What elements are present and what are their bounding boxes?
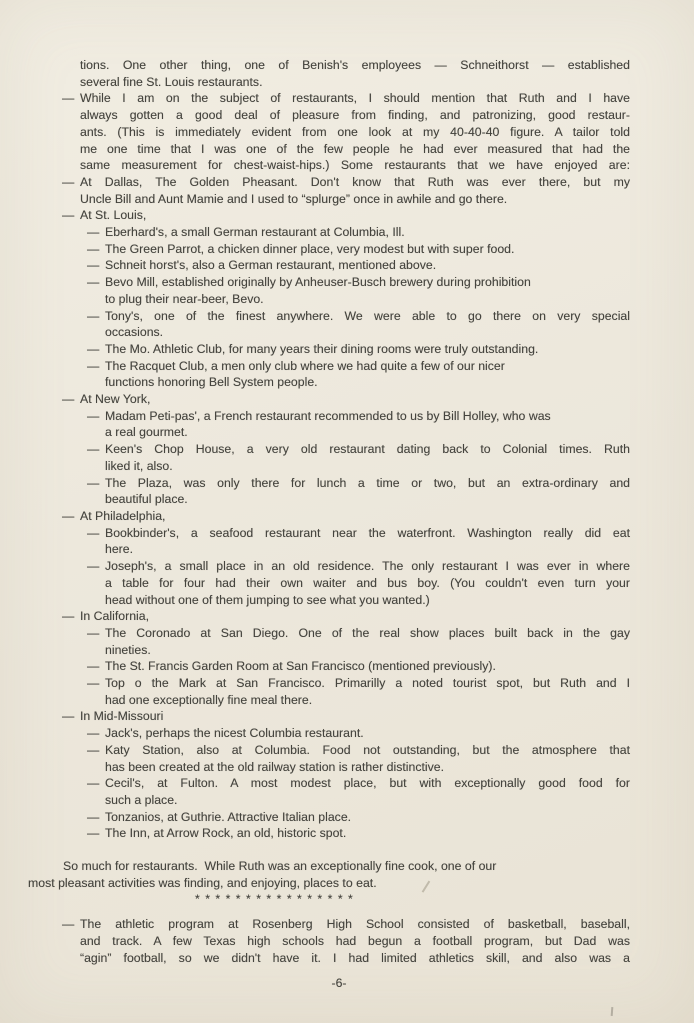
text-line: Keen's Chop House, a very old restaurant dating back to Colonial times. Ruth xyxy=(105,442,630,457)
bullet-dash: — xyxy=(62,208,75,223)
sub-bullet-item xyxy=(62,408,630,441)
text-line: In Mid-Missouri xyxy=(80,709,164,724)
sub-bullet-item xyxy=(62,625,630,658)
sub-bullet-item xyxy=(62,525,630,558)
sub-bullet-item xyxy=(62,558,630,608)
text-line: Jack's, perhaps the nicest Columbia restaurant. xyxy=(105,726,364,741)
text-line: At New York, xyxy=(80,392,151,407)
text-line: So much for restaurants. While Ruth was an exceptionally fine cook, one of our xyxy=(63,859,497,874)
bullet-dash: — xyxy=(87,475,100,490)
text-line: tions. One other thing, one of Benish's employees — Schneithorst — established xyxy=(80,58,630,72)
bullet-dash: — xyxy=(87,726,100,741)
text-line: While I am on the subject of restaurants, I should mention that Ruth and I have xyxy=(80,91,630,106)
bullet-dash: — xyxy=(87,525,100,540)
sub-bullet-item xyxy=(62,224,630,241)
bullet-dash: — xyxy=(62,609,75,624)
bullet-dash: — xyxy=(87,341,100,356)
text-line: The athletic program at Rosenberg High School consisted of basketball, baseball, xyxy=(80,917,630,932)
text-line: Schneit horst's, also a German restaurant, mentioned above. xyxy=(105,258,437,273)
text-line: most pleasant activities was finding, and enjoying, places to eat. xyxy=(28,875,377,890)
bullet-item xyxy=(62,508,630,525)
text-line: The Coronado at San Diego. One of the real show places built back in the gay xyxy=(105,625,630,640)
bullet-dash: — xyxy=(87,776,100,791)
bullet-dash: — xyxy=(87,408,100,423)
text-line: has been created at the old railway station is rather distinctive. xyxy=(105,759,445,774)
text-line: In California, xyxy=(80,609,150,624)
bullet-dash: — xyxy=(62,709,75,724)
bullet-dash: — xyxy=(87,308,100,323)
continued-paragraph xyxy=(62,57,630,90)
bullet-dash: — xyxy=(62,91,75,106)
sub-bullet-item xyxy=(62,475,630,508)
bullet-dash: — xyxy=(87,258,100,273)
text-line: several fine St. Louis restaurants. xyxy=(80,74,263,89)
bullet-dash: — xyxy=(87,826,100,841)
text-line: Cecil's, at Fulton. A most modest place, but with exceptionally good food for xyxy=(105,776,630,791)
bullet-dash: — xyxy=(62,174,75,189)
text-line: Madam Peti-pas', a French restaurant recommended to us by Bill Holley, who was xyxy=(105,408,551,423)
text-line: “agin” football, so we didn't have it. I had limited athletics skill, and also was a xyxy=(80,950,630,965)
bullet-dash: — xyxy=(87,559,100,574)
text-line: to plug their near-beer, Bevo. xyxy=(105,291,264,306)
bullet-item xyxy=(62,391,630,408)
bullet-item xyxy=(62,608,630,625)
text-line: occasions. xyxy=(105,325,164,340)
text-line: At Philadelphia, xyxy=(80,508,166,523)
bullet-dash: — xyxy=(87,241,100,256)
text-line: ants. (This is immediately evident from one look at my 40-40-40 figure. A tailor told xyxy=(80,124,630,139)
text-line: Katy Station, also at Columbia. Food not outstanding, but the atmosphere that xyxy=(105,742,630,757)
text-line: and track. A few Texas high schools had begun a football program, but Dad was xyxy=(80,934,630,949)
text-line: The Inn, at Arrow Rock, an old, historic spot. xyxy=(105,826,347,841)
text-line: Eberhard's, a small German restaurant at Columbia, Ill. xyxy=(105,225,405,240)
text-line: Joseph's, a small place in an old residence. The only restaurant I was ever in where xyxy=(105,559,630,574)
text-line: a real gourmet. xyxy=(105,425,188,440)
text-line: nineties. xyxy=(105,642,151,657)
text-line: always gotten a good deal of pleasure from finding, and patronizing, good restaur- xyxy=(80,108,630,123)
asterisk-separator xyxy=(62,892,630,906)
sub-bullet-item xyxy=(62,241,630,258)
sub-bullet-item xyxy=(62,809,630,826)
sub-bullet-item xyxy=(62,742,630,775)
bullet-dash: — xyxy=(62,508,75,523)
bullet-dash: — xyxy=(87,659,100,674)
text-line: functions honoring Bell System people. xyxy=(105,375,318,390)
sub-bullet-item xyxy=(62,825,630,842)
bullet-item xyxy=(62,916,630,966)
text-line: The Plaza, was only there for lunch a time or two, but an extra-ordinary and xyxy=(105,475,630,490)
bullet-dash: — xyxy=(87,275,100,290)
sub-bullet-item xyxy=(62,658,630,675)
bullet-item xyxy=(62,708,630,725)
text-line: At Dallas, The Golden Pheasant. Don't know that Ruth was ever there, but my xyxy=(80,174,630,189)
text-line: liked it, also. xyxy=(105,458,173,473)
text-line: Bevo Mill, established originally by Anheuser-Busch brewery during prohibition xyxy=(105,275,531,290)
document-body xyxy=(28,57,630,991)
page-number xyxy=(62,975,616,992)
text-line: The St. Francis Garden Room at San Francisco (mentioned previously). xyxy=(105,659,496,674)
text-line: -6- xyxy=(331,975,347,990)
text-line: such a place. xyxy=(105,792,178,807)
sub-bullet-item xyxy=(62,441,630,474)
bullet-dash: — xyxy=(87,358,100,373)
bullet-item xyxy=(62,207,630,224)
sub-bullet-item xyxy=(62,775,630,808)
bullet-dash: — xyxy=(87,225,100,240)
bullet-dash: — xyxy=(62,392,75,407)
sub-bullet-item xyxy=(62,341,630,358)
sub-bullet-item xyxy=(62,257,630,274)
text-line: At St. Louis, xyxy=(80,208,147,223)
bullet-dash: — xyxy=(87,676,100,691)
bullet-dash: — xyxy=(87,442,100,457)
text-line: The Racquet Club, a men only club where we had quite a few of our nicer xyxy=(105,358,505,373)
closing-paragraph xyxy=(28,858,630,891)
text-line: The Green Parrot, a chicken dinner place, very modest but with super food. xyxy=(105,241,515,256)
scan-artifact xyxy=(611,1007,614,1016)
text-line: head without one of them jumping to see what you wanted.) xyxy=(105,592,430,607)
text-line: me one time that I was one of the few people he had ever measured that had the xyxy=(80,141,630,156)
text-line: a table for four had their own waiter and bus boy. (You couldn't even turn your xyxy=(105,575,630,590)
bullet-item xyxy=(62,174,630,207)
text-line: Uncle Bill and Aunt Mamie and I used to “splurge” once in awhile and go there. xyxy=(80,191,508,206)
text-line: Bookbinder's, a seafood restaurant near the waterfront. Washington really did eat xyxy=(105,525,630,540)
sub-bullet-item xyxy=(62,274,630,307)
text-line: Tonzanios, at Guthrie. Attractive Italian place. xyxy=(105,809,352,824)
bullet-dash: — xyxy=(87,625,100,640)
text-line: here. xyxy=(105,542,134,557)
bullet-dash: — xyxy=(87,809,100,824)
sub-bullet-item xyxy=(62,675,630,708)
text-line: had one exceptionally fine meal there. xyxy=(105,692,313,707)
text-line: The Mo. Athletic Club, for many years their dining rooms were truly outstanding. xyxy=(105,341,539,356)
text-line: same measurement for chest-waist-hips.) Some restaurants that we have enjoyed are: xyxy=(80,158,630,173)
text-line: * * * * * * * * * * * * * * * * xyxy=(195,892,354,907)
sub-bullet-item xyxy=(62,725,630,742)
bullet-item xyxy=(62,90,630,174)
text-line: Tony's, one of the finest anywhere. We were able to go there on very special xyxy=(105,308,630,323)
bullet-dash: — xyxy=(62,917,75,932)
bullet-dash: — xyxy=(87,742,100,757)
text-line: beautiful place. xyxy=(105,492,188,507)
text-line: Top o the Mark at San Francisco. Primarilly a noted tourist spot, but Ruth and I xyxy=(105,676,630,691)
sub-bullet-item xyxy=(62,308,630,341)
sub-bullet-item xyxy=(62,358,630,391)
